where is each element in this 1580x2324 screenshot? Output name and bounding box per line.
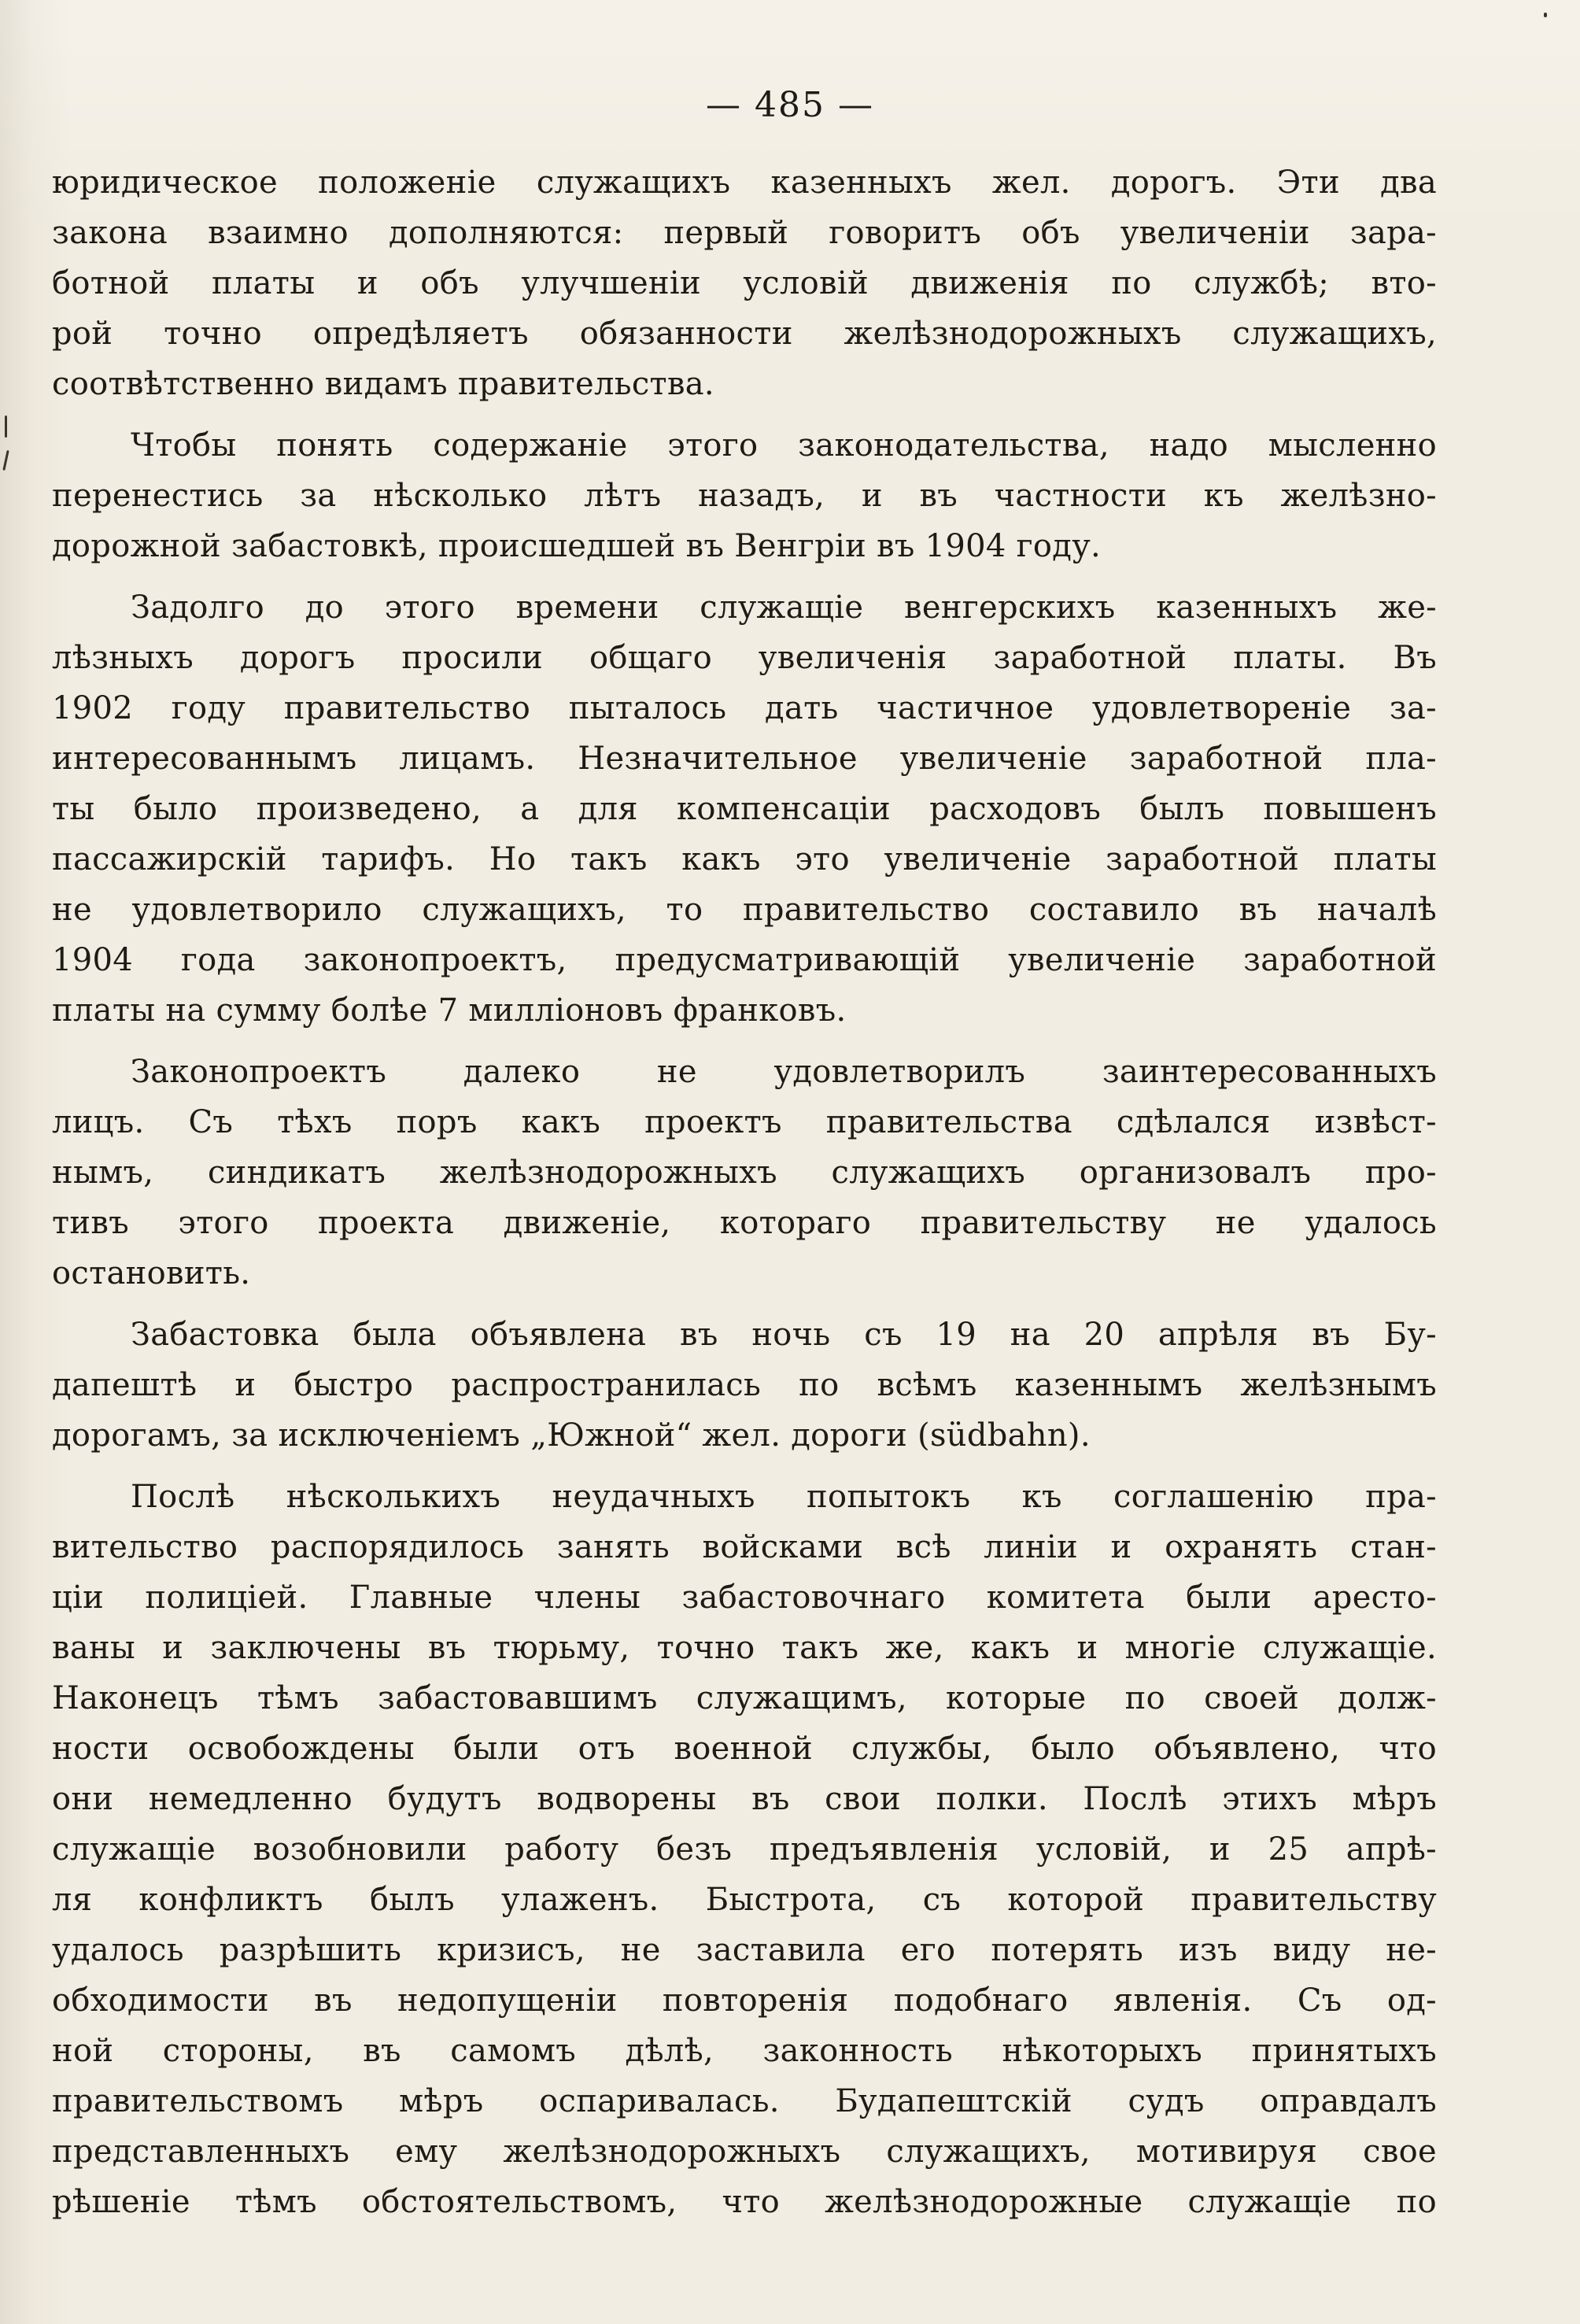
text-line: Чтобы понять содержаніе этого законодательства, надо мысленно (131, 427, 1437, 464)
corner-speck (1544, 13, 1547, 17)
text-line: правительствомъ мѣръ оспаривалась. Будапештскій судъ оправдалъ (52, 2083, 1437, 2119)
text-line: пассажирскій тарифъ. Но такъ какъ это увеличеніе заработной платы (52, 841, 1437, 878)
text-line: рѣшеніе тѣмъ обстоятельствомъ, что желѣзнодорожные служащіе по (52, 2184, 1437, 2220)
margin-mark (5, 416, 7, 438)
text-line: ля конфликтъ былъ улаженъ. Быстрота, съ которой правительству (52, 1882, 1437, 1918)
paragraph (52, 157, 1437, 409)
paragraph (52, 1310, 1437, 1461)
paragraph-gap (52, 1036, 1437, 1047)
text-line: платы на сумму болѣе 7 милліоновъ франковъ. (52, 992, 847, 1029)
text-line: представленныхъ ему желѣзнодорожныхъ служащихъ, мотивируя свое (52, 2134, 1437, 2170)
text-line: ности освобождены были отъ военной службы, было объявлено, что (52, 1731, 1437, 1767)
text-line: Послѣ нѣсколькихъ неудачныхъ попытокъ къ соглашенію пра- (131, 1479, 1437, 1515)
text-line: Задолго до этого времени служащіе венгерскихъ казенныхъ же- (131, 589, 1437, 626)
paragraph (52, 1472, 1437, 2227)
text-line: юридическое положеніе служащихъ казенныхъ жел. дорогъ. Эти два (52, 164, 1437, 201)
text-line: рой точно опредѣляетъ обязанности желѣзнодорожныхъ служащихъ, (52, 316, 1437, 352)
page-number: — 485 — (706, 85, 874, 125)
paragraph-gap (52, 1461, 1437, 1472)
body-text (52, 157, 1437, 2227)
text-line: дапештѣ и быстро распространилась по всѣмъ казеннымъ желѣзнымъ (52, 1367, 1437, 1403)
text-line: они немедленно будутъ водворены въ свои полки. Послѣ этихъ мѣръ (52, 1781, 1437, 1817)
text-line: ціи полиціей. Главные члены забастовочнаго комитета были аресто- (52, 1580, 1437, 1616)
paragraph (52, 1047, 1437, 1299)
text-line: остановить. (52, 1255, 251, 1291)
paragraph-gap (52, 1299, 1437, 1310)
text-line: лѣзныхъ дорогъ просили общаго увеличенія заработной платы. Въ (52, 640, 1437, 676)
text-line: не удовлетворило служащихъ, то правительство составило въ началѣ (52, 892, 1437, 928)
text-line: 1904 года законопроектъ, предусматривающій увеличеніе заработной (52, 942, 1437, 978)
text-line: ботной платы и объ улучшеніи условій движенія по службѣ; вто- (52, 265, 1437, 301)
paragraph-gap (52, 409, 1437, 420)
text-line: ты было произведено, а для компенсаціи расходовъ былъ повышенъ (52, 791, 1437, 827)
text-line: вительство распорядилось занять войсками всѣ линіи и охранять стан- (52, 1529, 1437, 1565)
paragraph (52, 420, 1437, 571)
text-line: служащіе возобновили работу безъ предъявленія условій, и 25 апрѣ- (52, 1831, 1437, 1868)
text-line: соотвѣтственно видамъ правительства. (52, 366, 714, 402)
text-line: закона взаимно дополняются: первый говоритъ объ увеличеніи зара- (52, 215, 1437, 251)
text-line: дорожной забастовкѣ, происшедшей въ Венгріи въ 1904 году. (52, 528, 1102, 564)
text-line: Законопроектъ далеко не удовлетворилъ заинтересованныхъ (131, 1054, 1437, 1090)
text-line: ваны и заключены въ тюрьму, точно такъ же, какъ и многіе служащіе. (52, 1630, 1437, 1666)
text-line: обходимости въ недопущеніи повторенія подобнаго явленія. Съ од- (52, 1982, 1437, 2019)
paragraph-gap (52, 571, 1437, 582)
text-line: дорогамъ, за исключеніемъ „Южной“ жел. дороги (südbahn). (52, 1417, 1091, 1454)
text-line: перенестись за нѣсколько лѣтъ назадъ, и въ частности къ желѣзно- (52, 478, 1437, 514)
text-line: ной стороны, въ самомъ дѣлѣ, законность нѣкоторыхъ принятыхъ (52, 2033, 1437, 2069)
text-line: нымъ, синдикатъ желѣзнодорожныхъ служащихъ организовалъ про- (52, 1155, 1437, 1191)
text-line: удалось разрѣшить кризисъ, не заставила его потерять изъ виду не- (52, 1932, 1437, 1968)
text-line: 1902 году правительство пыталось дать частичное удовлетвореніе за- (52, 690, 1437, 726)
paragraph (52, 582, 1437, 1036)
margin-mark (2, 450, 9, 471)
text-line: тивъ этого проекта движеніе, котораго правительству не удалось (52, 1205, 1437, 1241)
text-line: лицъ. Съ тѣхъ поръ какъ проектъ правительства сдѣлался извѣст- (52, 1104, 1437, 1140)
text-line: Забастовка была объявлена въ ночь съ 19 на 20 апрѣля въ Бу- (131, 1317, 1437, 1353)
text-line: интересованнымъ лицамъ. Незначительное увеличеніе заработной пла- (52, 741, 1437, 777)
text-line: Наконецъ тѣмъ забастовавшимъ служащимъ, которые по своей долж- (52, 1680, 1437, 1716)
